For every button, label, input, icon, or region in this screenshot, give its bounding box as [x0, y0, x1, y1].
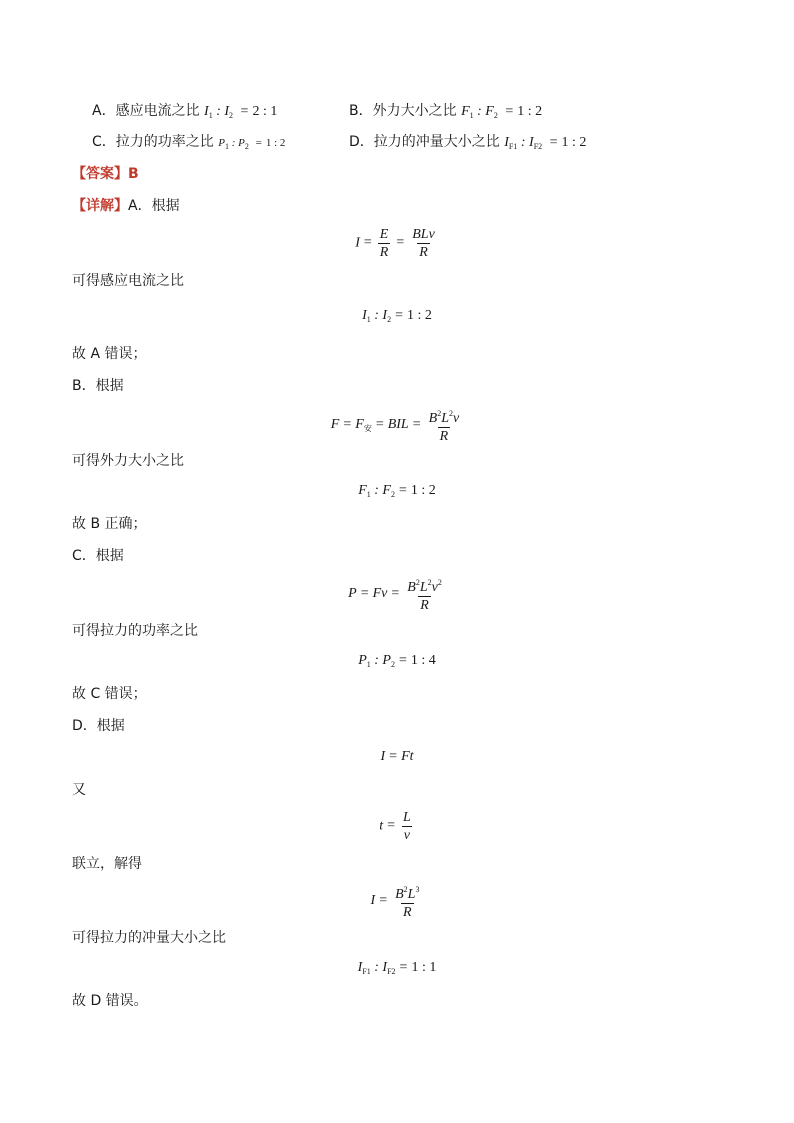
formula-current: I = $\frac{E}{R}$ = $\frac{\text{BLv}}{R}$ [355, 226, 435, 260]
conclusion-a: 故 A 错误； [72, 346, 147, 362]
answer-line [72, 165, 139, 183]
option-b-formula: $F_1$ : $F_2 = 1$ : 2 [461, 104, 543, 120]
detail-b-intro: B．根据 [72, 378, 124, 394]
detail-d-intro: D．根据 [72, 718, 125, 734]
option-c-formula: $P_1$ : $P_2 = 1$ : 2 [218, 137, 286, 151]
detail-c-intro: C．根据 [72, 548, 124, 564]
answer-value: B [128, 166, 139, 182]
formula-impulse: I = Ft [380, 749, 414, 764]
detail-a-intro: A．根据 [128, 198, 180, 214]
option-b [349, 102, 542, 125]
option-a-label: A．感应电流之比 [92, 103, 200, 119]
para-force: 可得外力大小之比 [72, 453, 184, 469]
option-c [92, 133, 285, 156]
conclusion-c: 故 C 错误； [72, 686, 147, 702]
para-combine: 联立，解得 [72, 856, 142, 872]
result-force: $F_1$ : $F_2 = 1$ : 2 [358, 483, 436, 499]
conclusion-b: 故 B 正确； [72, 516, 147, 532]
formula-impulse-result: I = $\frac{B^2L^3}{R}$ [370, 885, 420, 920]
option-b-label: B．外力大小之比 [349, 103, 457, 119]
option-d [349, 133, 586, 156]
para-also: 又 [72, 782, 86, 798]
detail-line [72, 197, 180, 215]
detail-tag: 【详解】 [72, 198, 128, 214]
formula-power: P = Fv = $\frac{B^2L^2v^2}{R}$ [348, 578, 442, 613]
option-a [92, 102, 277, 125]
result-current: $I_1$ : $I_2 = 1$ : 2 [362, 308, 432, 324]
option-d-formula: $I_{F1}$ : $I_{F2} = 1$ : 2 [504, 135, 587, 151]
option-c-label: C．拉力的功率之比 [92, 134, 214, 150]
para-impulse: 可得拉力的冲量大小之比 [72, 930, 226, 946]
para-current: 可得感应电流之比 [72, 273, 184, 289]
option-a-formula: $I_1$ : $I_2 = 2$ : 1 [204, 104, 278, 120]
option-d-label: D．拉力的冲量大小之比 [349, 134, 500, 150]
result-impulse: $I_{F1}$ : $I_{F2} = 1$ : 1 [357, 960, 437, 976]
conclusion-d: 故 D 错误。 [72, 993, 148, 1009]
answer-tag: 【答案】 [72, 166, 128, 182]
formula-force: $F = F_安$ = BIL = $\frac{B^2L^2v}{R}$ [330, 409, 460, 444]
para-power: 可得拉力的功率之比 [72, 623, 198, 639]
formula-time: t = $\frac{L}{v}$ [379, 809, 411, 843]
result-power: $P_1$ : $P_2 = 1$ : 4 [358, 653, 436, 669]
